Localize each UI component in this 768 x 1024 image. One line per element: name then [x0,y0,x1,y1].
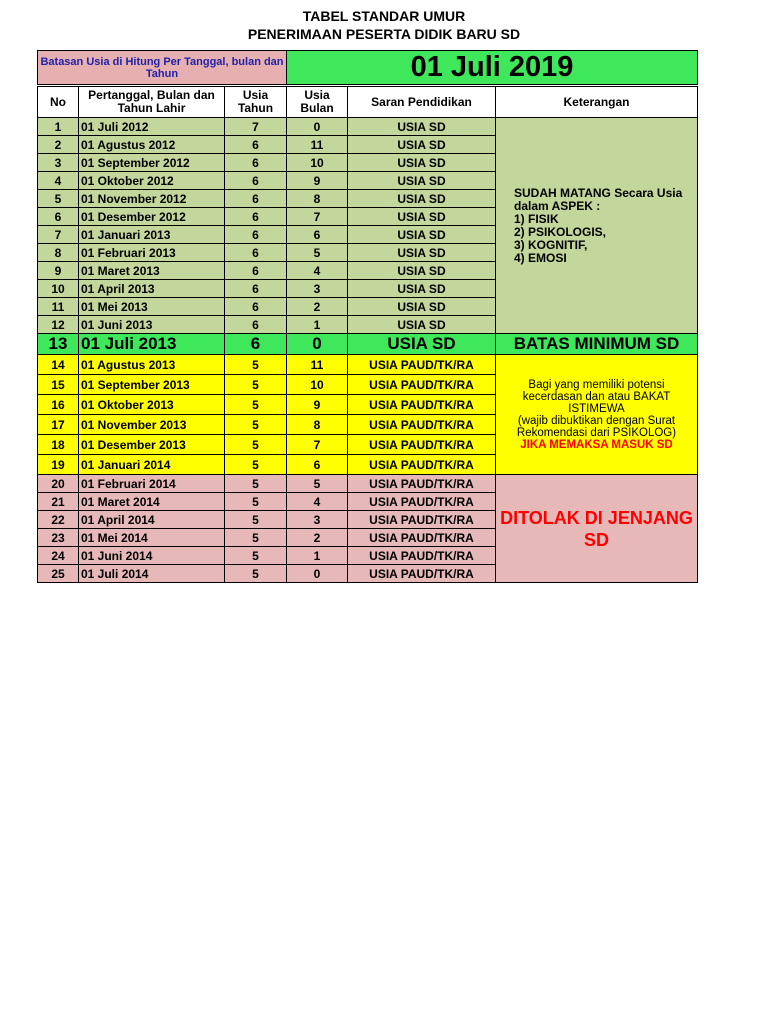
cell-saran: USIA SD [348,154,496,172]
cell-usia-bulan: 5 [287,244,348,262]
table-row [38,334,698,355]
cell-usia-tahun: 6 [225,136,287,154]
cell-no: 14 [38,355,79,375]
cell-tanggal: 01 Juni 2014 [79,547,225,565]
cell-saran: USIA SD [348,316,496,334]
cell-no: 6 [38,208,79,226]
cell-saran: USIA PAUD/TK/RA [348,493,496,511]
cell-no: 12 [38,316,79,334]
cell-saran: USIA SD [348,244,496,262]
cell-no: 21 [38,493,79,511]
cell-usia-tahun: 6 [225,172,287,190]
title-line-2: PENERIMAAN PESERTA DIDIK BARU SD [247,26,521,42]
cell-usia-tahun: 5 [225,435,287,455]
keterangan-batas-minimum: BATAS MINIMUM SD [496,334,698,355]
cell-tanggal: 01 Oktober 2013 [79,395,225,415]
cell-no: 17 [38,415,79,435]
cell-usia-tahun: 6 [225,154,287,172]
cell-usia-tahun: 5 [225,493,287,511]
cell-tanggal: 01 Februari 2013 [79,244,225,262]
cell-usia-tahun: 5 [225,355,287,375]
cell-usia-tahun: 5 [225,547,287,565]
cell-no: 20 [38,475,79,493]
cell-no: 23 [38,529,79,547]
cell-usia-bulan: 3 [287,511,348,529]
cell-no: 22 [38,511,79,529]
cell-tanggal: 01 Januari 2013 [79,226,225,244]
title-line-1: TABEL STANDAR UMUR [302,8,466,24]
cell-usia-tahun: 6 [225,208,287,226]
cell-usia-bulan: 9 [287,395,348,415]
cell-usia-tahun: 6 [225,334,287,355]
header-bulan: Usia Bulan [287,87,348,118]
cell-usia-bulan: 6 [287,226,348,244]
cell-saran: USIA SD [348,172,496,190]
cell-usia-tahun: 5 [225,565,287,583]
cell-usia-bulan: 4 [287,262,348,280]
cell-saran: USIA PAUD/TK/RA [348,565,496,583]
cell-tanggal: 01 Januari 2014 [79,455,225,475]
cell-saran: USIA SD [348,280,496,298]
cell-saran: USIA SD [348,262,496,280]
age-table [37,86,698,583]
cell-saran: USIA SD [348,334,496,355]
cell-saran: USIA SD [348,118,496,136]
cell-no: 25 [38,565,79,583]
keterangan-matang-intro: SUDAH MATANG Secara Usia dalam ASPEK : [514,185,683,213]
cell-usia-tahun: 5 [225,475,287,493]
table-row [38,118,698,136]
cell-saran: USIA PAUD/TK/RA [348,395,496,415]
cell-no: 19 [38,455,79,475]
cell-no: 13 [38,334,79,355]
cell-usia-bulan: 0 [287,334,348,355]
cell-no: 16 [38,395,79,415]
keterangan-matang [496,118,698,334]
cell-tanggal: 01 Maret 2014 [79,493,225,511]
cell-usia-bulan: 9 [287,172,348,190]
keterangan-potensi-text1: Bagi yang memiliki potensi kecerdasan dan atau BAKAT ISTIMEWA [522,378,671,415]
cell-saran: USIA PAUD/TK/RA [348,415,496,435]
batasan-table [37,50,698,85]
batasan-label: Batasan Usia di Hitung Per Tanggal, bulan dan Tahun [38,51,287,85]
cell-usia-bulan: 7 [287,208,348,226]
header-saran: Saran Pendidikan [348,87,496,118]
cell-usia-bulan: 10 [287,375,348,395]
reference-date: 01 Juli 2019 [287,51,698,85]
cell-usia-bulan: 6 [287,455,348,475]
cell-tanggal: 01 Oktober 2012 [79,172,225,190]
table-row [38,355,698,375]
header-tanggal: Pertanggal, Bulan dan Tahun Lahir [79,87,225,118]
cell-usia-bulan: 0 [287,565,348,583]
cell-usia-bulan: 2 [287,298,348,316]
cell-usia-bulan: 7 [287,435,348,455]
cell-usia-bulan: 11 [287,136,348,154]
table-header [38,87,698,118]
cell-no: 15 [38,375,79,395]
cell-no: 10 [38,280,79,298]
cell-tanggal: 01 Juli 2013 [79,334,225,355]
cell-usia-tahun: 5 [225,395,287,415]
cell-usia-bulan: 1 [287,547,348,565]
cell-saran: USIA PAUD/TK/RA [348,455,496,475]
cell-tanggal: 01 November 2012 [79,190,225,208]
cell-usia-tahun: 6 [225,280,287,298]
cell-no: 8 [38,244,79,262]
cell-usia-tahun: 5 [225,455,287,475]
cell-saran: USIA SD [348,190,496,208]
keterangan-potensi [496,355,698,475]
cell-no: 4 [38,172,79,190]
cell-no: 1 [38,118,79,136]
keterangan-aspek-item: 3) KOGNITIF, [514,237,588,252]
cell-tanggal: 01 Maret 2013 [79,262,225,280]
cell-saran: USIA SD [348,226,496,244]
cell-saran: USIA PAUD/TK/RA [348,355,496,375]
cell-tanggal: 01 April 2013 [79,280,225,298]
keterangan-aspek-item: 4) EMOSI [514,250,567,265]
cell-usia-bulan: 5 [287,475,348,493]
cell-saran: USIA SD [348,298,496,316]
cell-usia-tahun: 6 [225,190,287,208]
keterangan-memaksa: JIKA MEMAKSA MASUK SD [520,438,673,451]
cell-usia-tahun: 7 [225,118,287,136]
table-row [38,475,698,493]
cell-usia-bulan: 3 [287,280,348,298]
cell-usia-bulan: 10 [287,154,348,172]
keterangan-ditolak: DITOLAK DI JENJANG SD [496,475,698,583]
cell-tanggal: 01 September 2012 [79,154,225,172]
cell-tanggal: 01 April 2014 [79,511,225,529]
cell-usia-bulan: 11 [287,355,348,375]
cell-tanggal: 01 Agustus 2012 [79,136,225,154]
cell-usia-tahun: 6 [225,262,287,280]
keterangan-aspek-item: 1) FISIK [514,211,559,226]
cell-saran: USIA PAUD/TK/RA [348,375,496,395]
cell-saran: USIA PAUD/TK/RA [348,435,496,455]
cell-tanggal: 01 Juli 2012 [79,118,225,136]
cell-usia-bulan: 8 [287,190,348,208]
cell-tanggal: 01 September 2013 [79,375,225,395]
header-tahun: Usia Tahun [225,87,287,118]
cell-no: 7 [38,226,79,244]
cell-usia-tahun: 6 [225,316,287,334]
cell-saran: USIA PAUD/TK/RA [348,547,496,565]
cell-no: 24 [38,547,79,565]
cell-tanggal: 01 Februari 2014 [79,475,225,493]
cell-no: 2 [38,136,79,154]
cell-no: 3 [38,154,79,172]
cell-usia-bulan: 0 [287,118,348,136]
header-keterangan: Keterangan [496,87,698,118]
cell-usia-tahun: 6 [225,244,287,262]
cell-usia-tahun: 6 [225,298,287,316]
cell-saran: USIA PAUD/TK/RA [348,529,496,547]
cell-tanggal: 01 Mei 2013 [79,298,225,316]
cell-usia-bulan: 1 [287,316,348,334]
cell-tanggal: 01 Juli 2014 [79,565,225,583]
cell-usia-bulan: 8 [287,415,348,435]
cell-no: 9 [38,262,79,280]
cell-usia-tahun: 5 [225,415,287,435]
cell-no: 11 [38,298,79,316]
cell-usia-tahun: 5 [225,375,287,395]
cell-tanggal: 01 Desember 2012 [79,208,225,226]
cell-tanggal: 01 Desember 2013 [79,435,225,455]
cell-usia-bulan: 2 [287,529,348,547]
cell-usia-tahun: 5 [225,529,287,547]
cell-saran: USIA PAUD/TK/RA [348,511,496,529]
cell-tanggal: 01 Agustus 2013 [79,355,225,375]
cell-saran: USIA PAUD/TK/RA [348,475,496,493]
cell-tanggal: 01 November 2013 [79,415,225,435]
cell-no: 5 [38,190,79,208]
cell-usia-tahun: 5 [225,511,287,529]
cell-usia-tahun: 6 [225,226,287,244]
cell-no: 18 [38,435,79,455]
keterangan-potensi-text2: (wajib dibuktikan dengan Surat Rekomendasi dari PSIKOLOG) [516,414,677,439]
cell-saran: USIA SD [348,208,496,226]
keterangan-aspek-item: 2) PSIKOLOGIS, [514,224,607,239]
cell-usia-bulan: 4 [287,493,348,511]
cell-tanggal: 01 Mei 2014 [79,529,225,547]
header-no: No [38,87,79,118]
cell-tanggal: 01 Juni 2013 [79,316,225,334]
cell-saran: USIA SD [348,136,496,154]
